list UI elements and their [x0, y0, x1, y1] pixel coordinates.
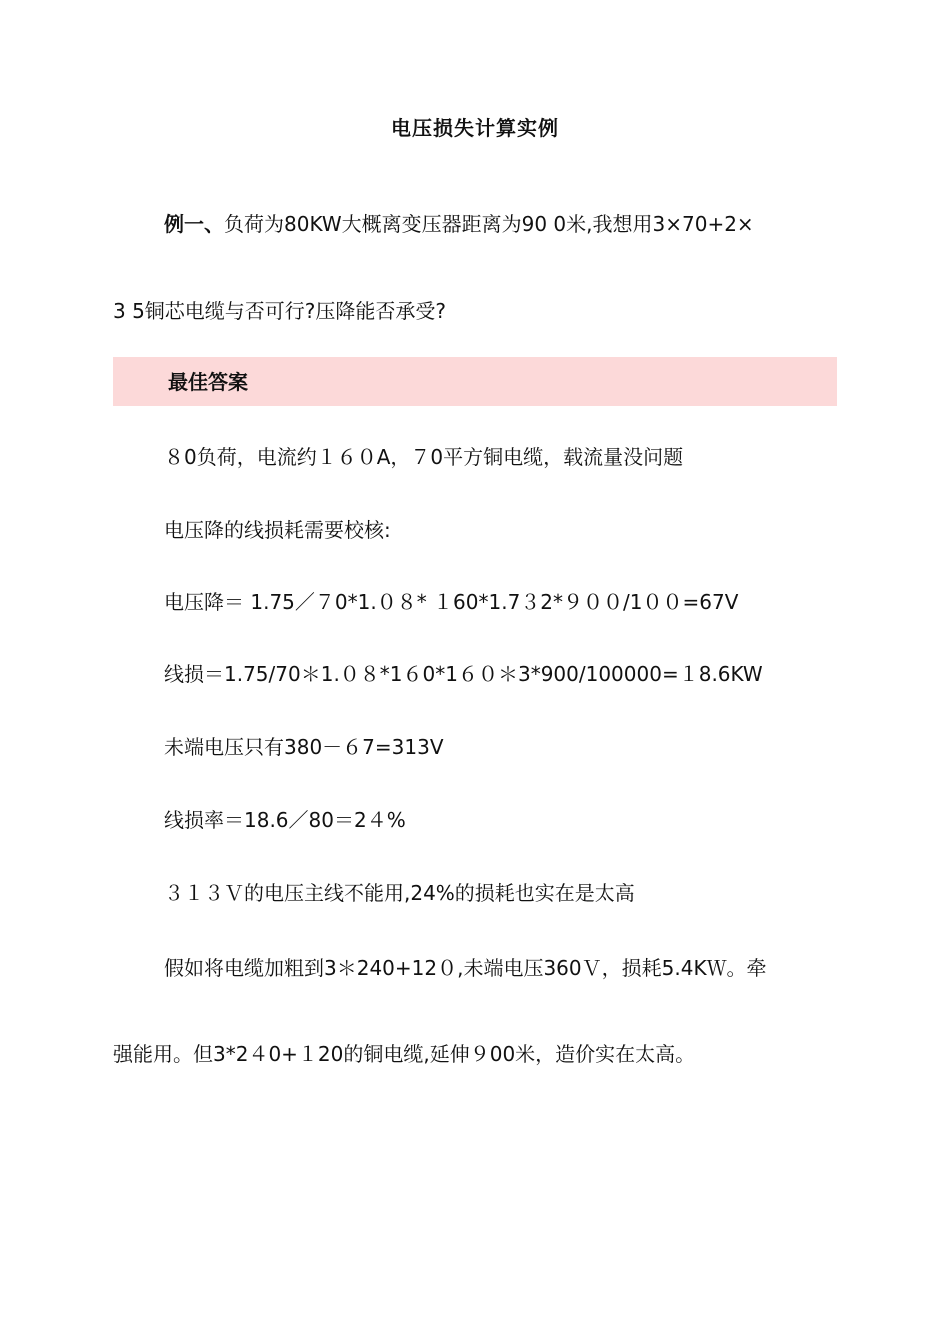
answer-line-7: ３１３Ｖ的电压主线不能用,24%的损耗也实在是太高: [164, 881, 635, 905]
answer-line-3: 电压降＝ 1.75／７0*1.０８* １60*1.7３2*９００/1００=67V: [164, 590, 739, 614]
question-label: 例一、: [164, 212, 224, 236]
question-line-2: 3 5铜芯电缆与否可行?压降能否承受?: [113, 299, 447, 323]
answer-line-2: 电压降的线损耗需要校核:: [164, 518, 391, 542]
best-answer-header: [113, 357, 837, 406]
question-text-1: 负荷为80KW大概离变压器距离为90 0米,我想用3×70+2×: [224, 212, 754, 236]
answer-line-5: 未端电压只有380－６7=313V: [164, 735, 444, 759]
closing-line-1: 假如将电缆加粗到3＊240+12０,未端电压360Ｖ，损耗5.4KＷ。牵: [164, 956, 767, 980]
question-line-1: [164, 210, 754, 238]
answer-line-4: 线损＝1.75/70＊1.０８*1６0*1６０＊3*900/100000=１8.6KW: [164, 662, 763, 686]
answer-line-1: ８0负荷，电流约１６０A，７0平方铜电缆，载流量没问题: [164, 445, 684, 469]
closing-line-2: 强能用。但3*2４0+１20的铜电缆,延伸９00米，造价实在太高。: [113, 1042, 696, 1066]
best-answer-label: 最佳答案: [168, 370, 248, 394]
document-title: 电压损失计算实例: [391, 116, 559, 140]
answer-line-6: 线损率＝18.6／80＝2４%: [164, 808, 406, 832]
